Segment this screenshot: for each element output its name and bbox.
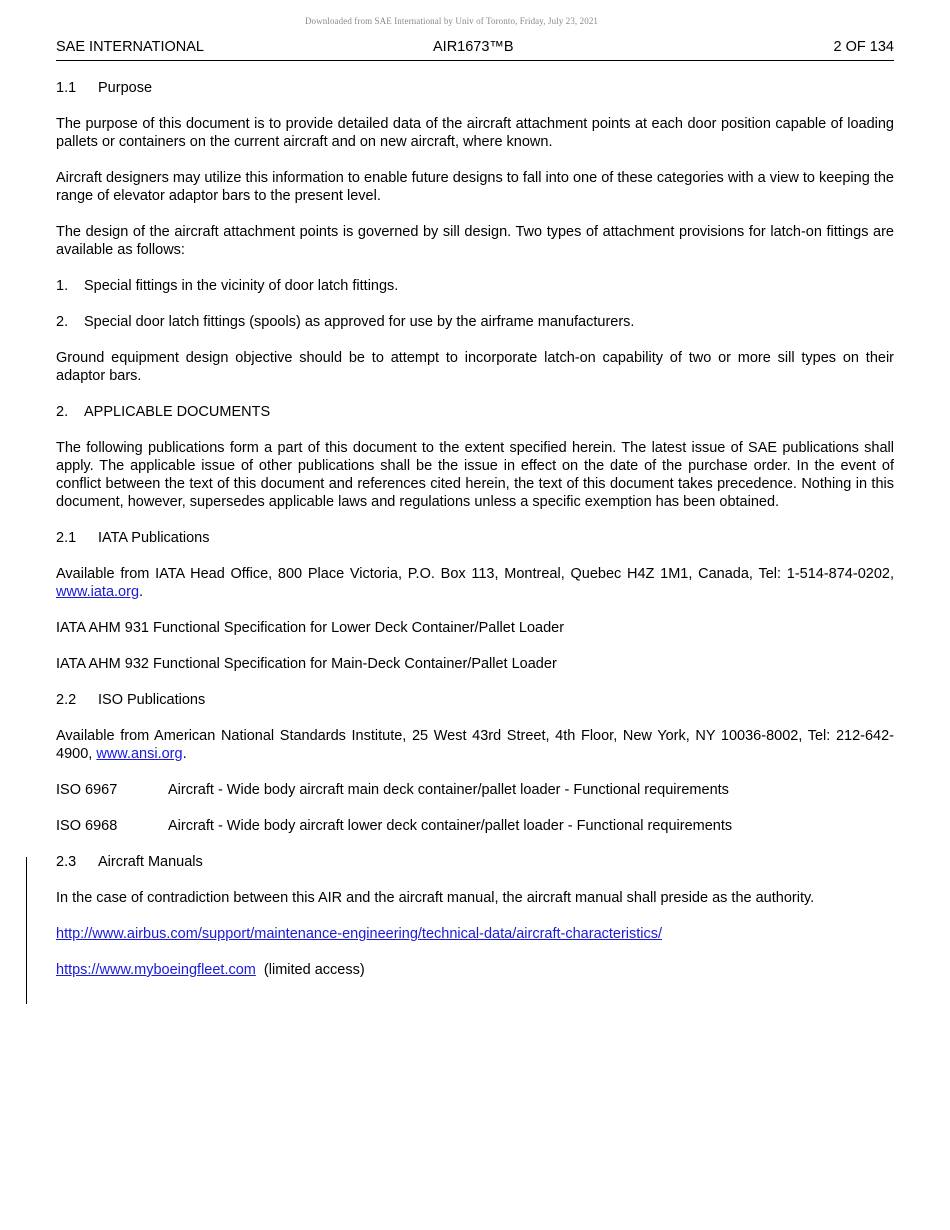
iata-availability	[56, 565, 894, 601]
list-text: Special fittings in the vicinity of door latch fittings.	[84, 278, 399, 294]
purpose-paragraph-3: The design of the aircraft attachment points is governed by sill design. Two types of attachment provisions for latch-on fittings are available as follows:	[56, 224, 894, 258]
document-body	[56, 79, 894, 997]
iso-number: ISO 6967	[56, 782, 118, 798]
revision-change-bar	[26, 857, 27, 1004]
iso-title: Aircraft - Wide body aircraft lower deck container/pallet loader - Functional requirements	[168, 818, 733, 834]
section-number: 2.	[56, 404, 69, 420]
list-text: Special door latch fittings (spools) as approved for use by the airframe manufacturers.	[84, 314, 635, 330]
purpose-paragraph-4: Ground equipment design objective should be to attempt to incorporate latch-on capability of two or more sill types on their adaptor bars.	[56, 350, 894, 384]
boeing-link-line	[56, 961, 894, 979]
list-number: 1.	[56, 278, 69, 294]
header-doc-number: AIR1673™B	[433, 39, 514, 55]
iata-link[interactable]: www.iata.org	[56, 584, 140, 600]
download-watermark: Downloaded from SAE International by Univ of Toronto, Friday, July 23, 2021	[304, 16, 599, 26]
iata-item: IATA AHM 931 Functional Specification for Lower Deck Container/Pallet Loader	[56, 620, 565, 636]
limited-access-note: (limited access)	[255, 962, 365, 978]
applicable-docs-paragraph: The following publications form a part of this document to the extent specified herein. The latest issue of SAE publications shall apply. The applicable issue of other publications shall be the issue in effect on the date of the purchase order. In the event of conflict between the text of this document and references cited herein, the text of this document takes precedence. Nothing in this document, however, supersedes applicable laws and regulations unless a specific exemption has been obtained.	[56, 440, 894, 510]
airbus-link-line	[56, 925, 894, 943]
section-heading-2	[56, 403, 894, 421]
section-number: 2.1	[56, 530, 77, 546]
iata-item: IATA AHM 932 Functional Specification for Main-Deck Container/Pallet Loader	[56, 656, 557, 672]
list-number: 2.	[56, 314, 69, 330]
ansi-address-text: Available from American National Standards Institute, 25 West 43rd Street, 4th Floor, New York, NY 10036-8002, Tel: 212-642-4900,	[56, 728, 894, 762]
section-heading-2-3	[56, 853, 894, 871]
section-number: 2.2	[56, 692, 77, 708]
airbus-link[interactable]: http://www.airbus.com/support/maintenance-engineering/technical-data/aircraft-characteristics/	[56, 926, 663, 942]
header-publisher: SAE INTERNATIONAL	[56, 39, 204, 55]
ansi-availability	[56, 727, 894, 763]
iso-item	[56, 781, 894, 799]
purpose-paragraph-1: The purpose of this document is to provide detailed data of the aircraft attachment points at each door position capable of loading pallets or containers on the current aircraft and on new aircraft, where known.	[56, 116, 894, 150]
page-header	[56, 39, 894, 61]
boeing-link[interactable]: https://www.myboeingfleet.com	[56, 962, 256, 978]
purpose-paragraph-2: Aircraft designers may utilize this information to enable future designs to fall into one of these categories with a view to keeping the range of elevator adaptor bars to the present level.	[56, 170, 894, 204]
iso-item	[56, 817, 894, 835]
section-number: 1.1	[56, 80, 77, 96]
section-heading-1-1	[56, 79, 894, 97]
manuals-paragraph: In the case of contradiction between this AIR and the aircraft manual, the aircraft manual shall preside as the authority.	[56, 890, 815, 906]
ansi-link[interactable]: www.ansi.org	[96, 746, 183, 762]
section-title: IATA Publications	[98, 530, 210, 546]
iso-title: Aircraft - Wide body aircraft main deck container/pallet loader - Functional requirements	[168, 782, 729, 798]
section-title: Aircraft Manuals	[98, 854, 203, 870]
section-heading-2-1	[56, 529, 894, 547]
period: .	[182, 746, 187, 762]
section-title: APPLICABLE DOCUMENTS	[84, 404, 271, 420]
list-item	[56, 277, 894, 295]
section-number: 2.3	[56, 854, 77, 870]
section-title: Purpose	[98, 80, 153, 96]
iso-number: ISO 6968	[56, 818, 118, 834]
section-heading-2-2	[56, 691, 894, 709]
section-title: ISO Publications	[98, 692, 206, 708]
iata-address-text: Available from IATA Head Office, 800 Place Victoria, P.O. Box 113, Montreal, Quebec H4Z 1M1, Canada, Tel: 1-514-874-0202,	[56, 566, 894, 582]
list-item	[56, 313, 894, 331]
period: .	[139, 584, 144, 600]
header-page-number: 2 OF 134	[833, 39, 894, 55]
